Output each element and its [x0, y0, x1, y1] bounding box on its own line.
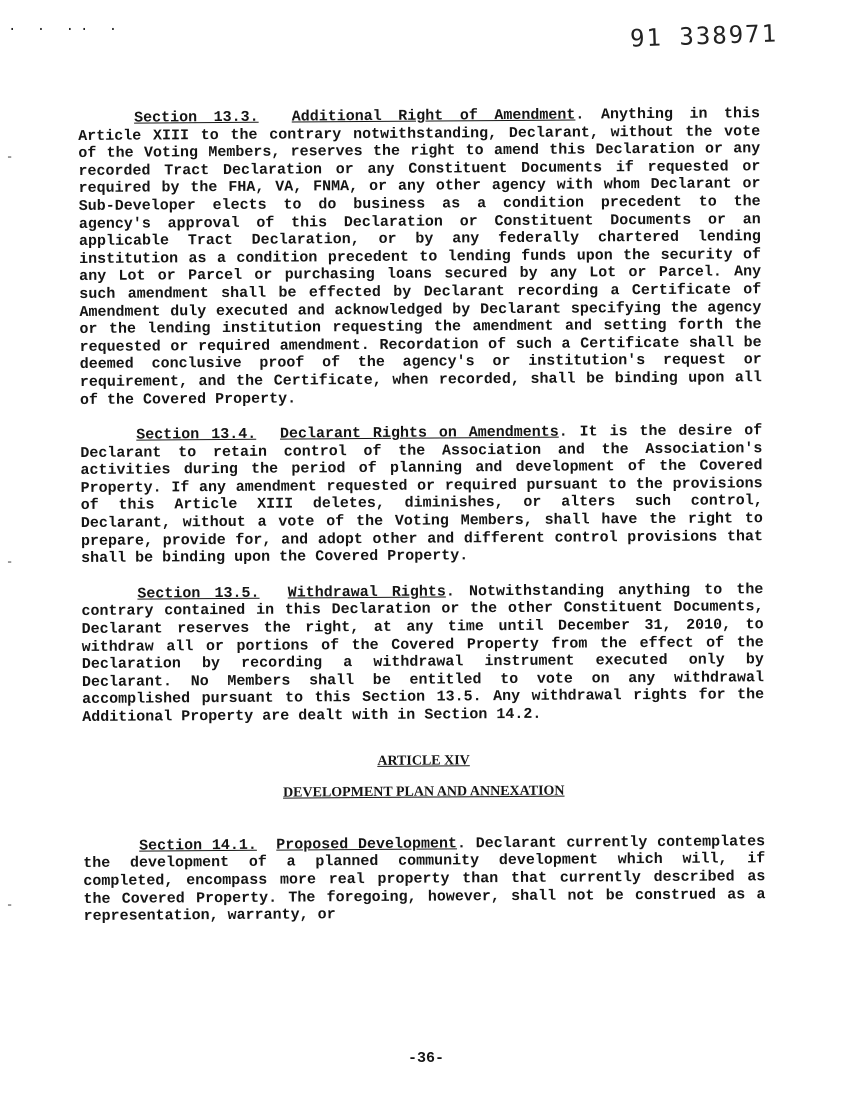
section-number: Section 13.4. — [136, 425, 257, 444]
section-14-1 — [83, 833, 766, 926]
section-text: . Anything in this Article XIII to the contrary notwithstanding, Declarant, without the vote of the Voting Members, reserves the right to amend this Declaration or any recorded Tract Declaration or any Constituent Documents if requested or required by the FHA, VA, FNMA, or any other agency with whom Declarant or Sub-Developer elects to do business as a condition precedent to the agency's approval of this Declaration or Constituent Documents or an applicable Tract Declaration, or by any federally chartered lending institution as a condition precedent to lending funds upon the security of any Lot or Parcel or purchasing loans secured by any Lot or Parcel. Any such amendment shall be effected by Declarant recording a Certificate of Amendment duly executed and acknowledged by Declarant specifying the agency or the lending institution requesting the amendment and setting forth the requested or required amendment. Recordation of such a Certificate shall be deemed conclusive proof of the agency's or institution's request or requirement, and the Certificate, when recorded, shall be binding upon all of the Covered Property. — [78, 105, 762, 409]
section-number: Section 14.1. — [139, 836, 257, 855]
margin-mark: - — [6, 150, 14, 164]
document-body — [78, 105, 766, 943]
section-text: . Notwithstanding anything to the contrary contained in this Declaration or the other Constituent Documents, Declarant reserves the right, at any time until December 31, 2010, to withdraw all or portions of the Covered Property from the effect of the Declaration by recording a withdrawal instrument executed only by Declarant. No Members shall be entitled to vote on any withdrawal accomplished pursuant to this Section 13.5. Any withdrawal rights for the Additional Property are dealt with in Section 14.2. — [81, 581, 765, 726]
section-title: Declarant Rights on Amendments — [279, 423, 559, 443]
corner-marks: · · ·· · — [8, 22, 124, 38]
section-13-3 — [78, 105, 762, 409]
page-number: -36- — [408, 1050, 445, 1067]
article-title: ARTICLE XIV — [377, 752, 470, 769]
margin-mark: - — [6, 898, 14, 912]
section-text: . It is the desire of Declarant to retain control of the Association and the Association's activities during the period of planning and development of the Covered Property. If any amendment requested or required pursuant to the provisions of this Article XIII deletes, diminishes, or alters such control, Declarant, without a vote of the Voting Members, shall have the right to prepare, provide for, and adopt other and different control provisions that shall be binding upon the Covered Property. — [80, 422, 764, 568]
margin-mark: - — [6, 555, 14, 569]
section-title: Proposed Development — [276, 835, 458, 854]
article-subtitle: DEVELOPMENT PLAN AND ANNEXATION — [282, 783, 565, 801]
section-title: Additional Right of Amendment — [291, 106, 576, 126]
section-number: Section 13.5. — [137, 584, 260, 603]
section-number: Section 13.3. — [133, 108, 259, 127]
section-text: . Declarant currently contemplates the development of a planned community development which will, if completed, encompass more real property than that currently described as the Covered Property. The foregoing, however, shall not be construed as a representation, warranty, or — [83, 833, 766, 926]
section-title: Withdrawal Rights — [287, 583, 446, 602]
section-13-5 — [81, 581, 764, 727]
section-13-4 — [80, 422, 763, 568]
document-number: 91 338971 — [629, 19, 779, 53]
